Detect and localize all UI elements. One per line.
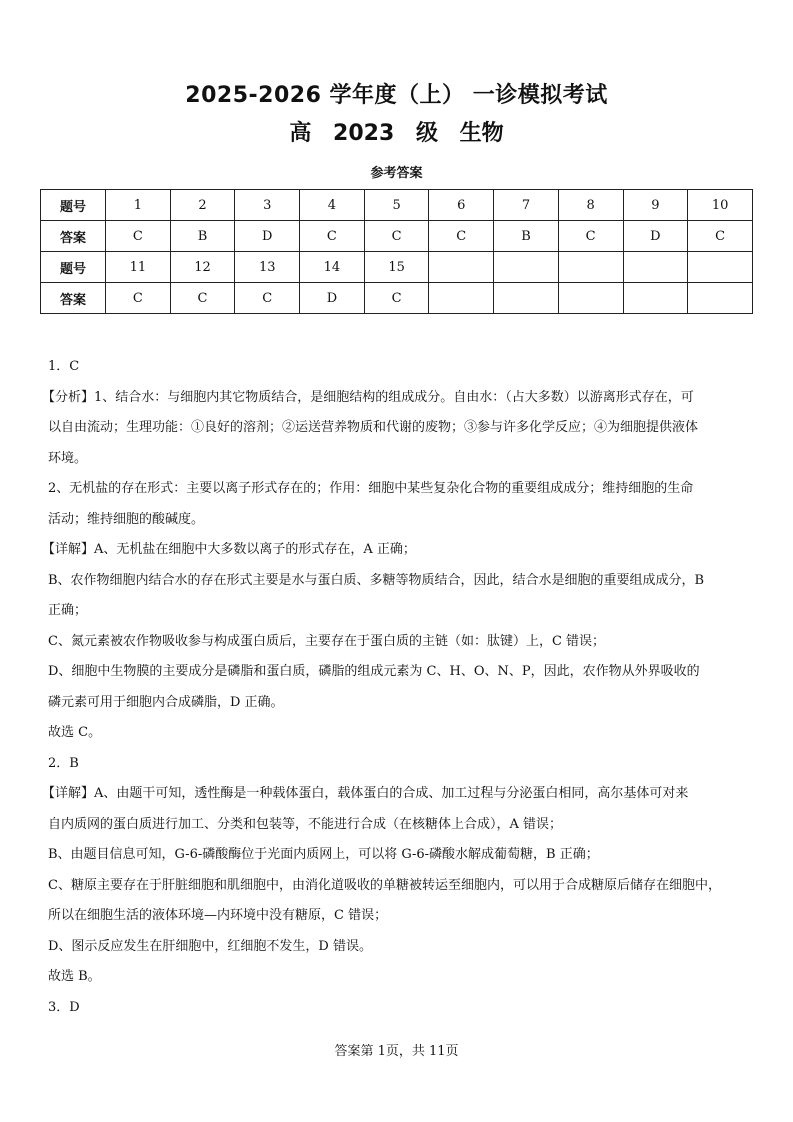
row-label-question: 题号	[41, 252, 106, 283]
answer-cell: B	[494, 221, 559, 252]
answer-cell: C	[364, 221, 429, 252]
body-line: 【详解】A、由题干可知，透性酶是一种载体蛋白，载体蛋白的合成、加工过程与分泌蛋白相同，高尔基体可对来	[42, 786, 689, 801]
question-number-row	[41, 252, 753, 283]
question-number-cell: 4	[300, 190, 365, 221]
question-number-cell	[688, 252, 753, 283]
question-number-cell: 10	[688, 190, 753, 221]
body-line: 正确；	[48, 603, 88, 618]
answer-cell	[623, 283, 688, 314]
body-line: 3．D	[48, 999, 80, 1015]
question-number-cell	[623, 252, 688, 283]
question-number-cell: 5	[364, 190, 429, 221]
answer-cell: C	[558, 221, 623, 252]
body-line: 2、无机盐的存在形式：主要以离子形式存在的；作用：细胞中某些复杂化合物的重要组成成分；维持细胞的生命	[48, 481, 694, 496]
body-line: 【详解】A、无机盐在细胞中大多数以离子的形式存在，A 正确；	[42, 542, 416, 557]
answer-cell: D	[235, 221, 300, 252]
body-line: 以自由流动；生理功能：①良好的溶剂；②运送营养物质和代谢的废物；③参与许多化学反应；④为细胞提供液体	[48, 420, 699, 435]
body-line: 故选 C。	[48, 725, 102, 740]
explanation-body	[42, 352, 753, 1023]
answer-cell: C	[106, 221, 171, 252]
row-label-answer: 答案	[41, 283, 106, 314]
body-line: 所以在细胞生活的液体环境—内环境中没有糖原，C 错误；	[48, 908, 388, 923]
question-number-row	[41, 190, 753, 221]
answer-cell: C	[688, 221, 753, 252]
body-line: 活动；维持细胞的酸碱度。	[48, 511, 205, 527]
answer-cell	[688, 283, 753, 314]
answer-cell: C	[429, 221, 494, 252]
answer-cell	[558, 283, 623, 314]
answer-cell: C	[364, 283, 429, 314]
question-number-cell: 13	[235, 252, 300, 283]
question-number-cell: 1	[106, 190, 171, 221]
question-number-cell	[429, 252, 494, 283]
body-line: 2．B	[48, 755, 79, 771]
question-number-cell: 14	[300, 252, 365, 283]
answer-cell: C	[170, 283, 235, 314]
body-line: 故选 B。	[48, 969, 101, 984]
document-subtitle: 高 2023 级 生物	[289, 121, 504, 146]
body-line: D、细胞中生物膜的主要成分是磷脂和蛋白质，磷脂的组成元素为 C、H、O、N、P，因此，农作物从外界吸收的	[48, 664, 700, 679]
body-line: B、农作物细胞内结合水的存在形式主要是水与蛋白质、多糖等物质结合，因此，结合水是细胞的重要组成成分，B	[48, 572, 705, 588]
body-line: 1．C	[48, 359, 80, 374]
section-heading: 参考答案	[370, 166, 423, 181]
body-line: B、由题目信息可知，G-6-磷酸酶位于光面内质网上，可以将 G-6-磷酸水解成葡萄糖，B 正确；	[48, 847, 599, 862]
body-line: 磷元素可用于细胞内合成磷脂，D 正确。	[48, 694, 284, 710]
question-number-cell: 12	[170, 252, 235, 283]
question-number-cell: 8	[558, 190, 623, 221]
answer-cell: D	[300, 283, 365, 314]
row-label-answer: 答案	[41, 221, 106, 252]
question-number-cell: 3	[235, 190, 300, 221]
question-number-cell	[558, 252, 623, 283]
question-number-cell: 7	[494, 190, 559, 221]
question-number-cell: 11	[106, 252, 171, 283]
question-number-cell: 2	[170, 190, 235, 221]
answer-row	[41, 221, 753, 252]
body-line: 环境。	[48, 450, 88, 466]
answer-cell: C	[106, 283, 171, 314]
body-line: C、氮元素被农作物吸收参与构成蛋白质后，主要存在于蛋白质的主链（如：肽键）上，C 错误；	[48, 633, 606, 649]
question-number-cell	[494, 252, 559, 283]
body-line: D、图示反应发生在肝细胞中，红细胞不发生，D 错误。	[48, 938, 372, 954]
answer-cell	[429, 283, 494, 314]
body-line: C、糖原主要存在于肝脏细胞和肌细胞中，由消化道吸收的单糖被转运至细胞内，可以用于合成糖原后储存在细胞中，	[48, 877, 721, 893]
answer-cell: C	[300, 221, 365, 252]
row-label-question: 题号	[41, 190, 106, 221]
question-number-cell: 6	[429, 190, 494, 221]
answer-cell: B	[170, 221, 235, 252]
answer-cell: D	[623, 221, 688, 252]
question-number-cell: 15	[364, 252, 429, 283]
answer-cell	[494, 283, 559, 314]
question-number-cell: 9	[623, 190, 688, 221]
body-line: 【分析】1、结合水：与细胞内其它物质结合，是细胞结构的组成成分。自由水：（占大多数）以游离形式存在，可	[42, 389, 694, 405]
answer-cell: C	[235, 283, 300, 314]
answer-row	[41, 283, 753, 314]
answer-table	[40, 189, 753, 314]
document-title: 2025-2026 学年度（上） 一诊模拟考试	[185, 83, 608, 108]
page-footer: 答案第 1页，共 11页	[334, 1044, 459, 1059]
body-line: 自内质网的蛋白质进行加工、分类和包装等，不能进行合成（在核糖体上合成），A 错误；	[48, 816, 563, 832]
